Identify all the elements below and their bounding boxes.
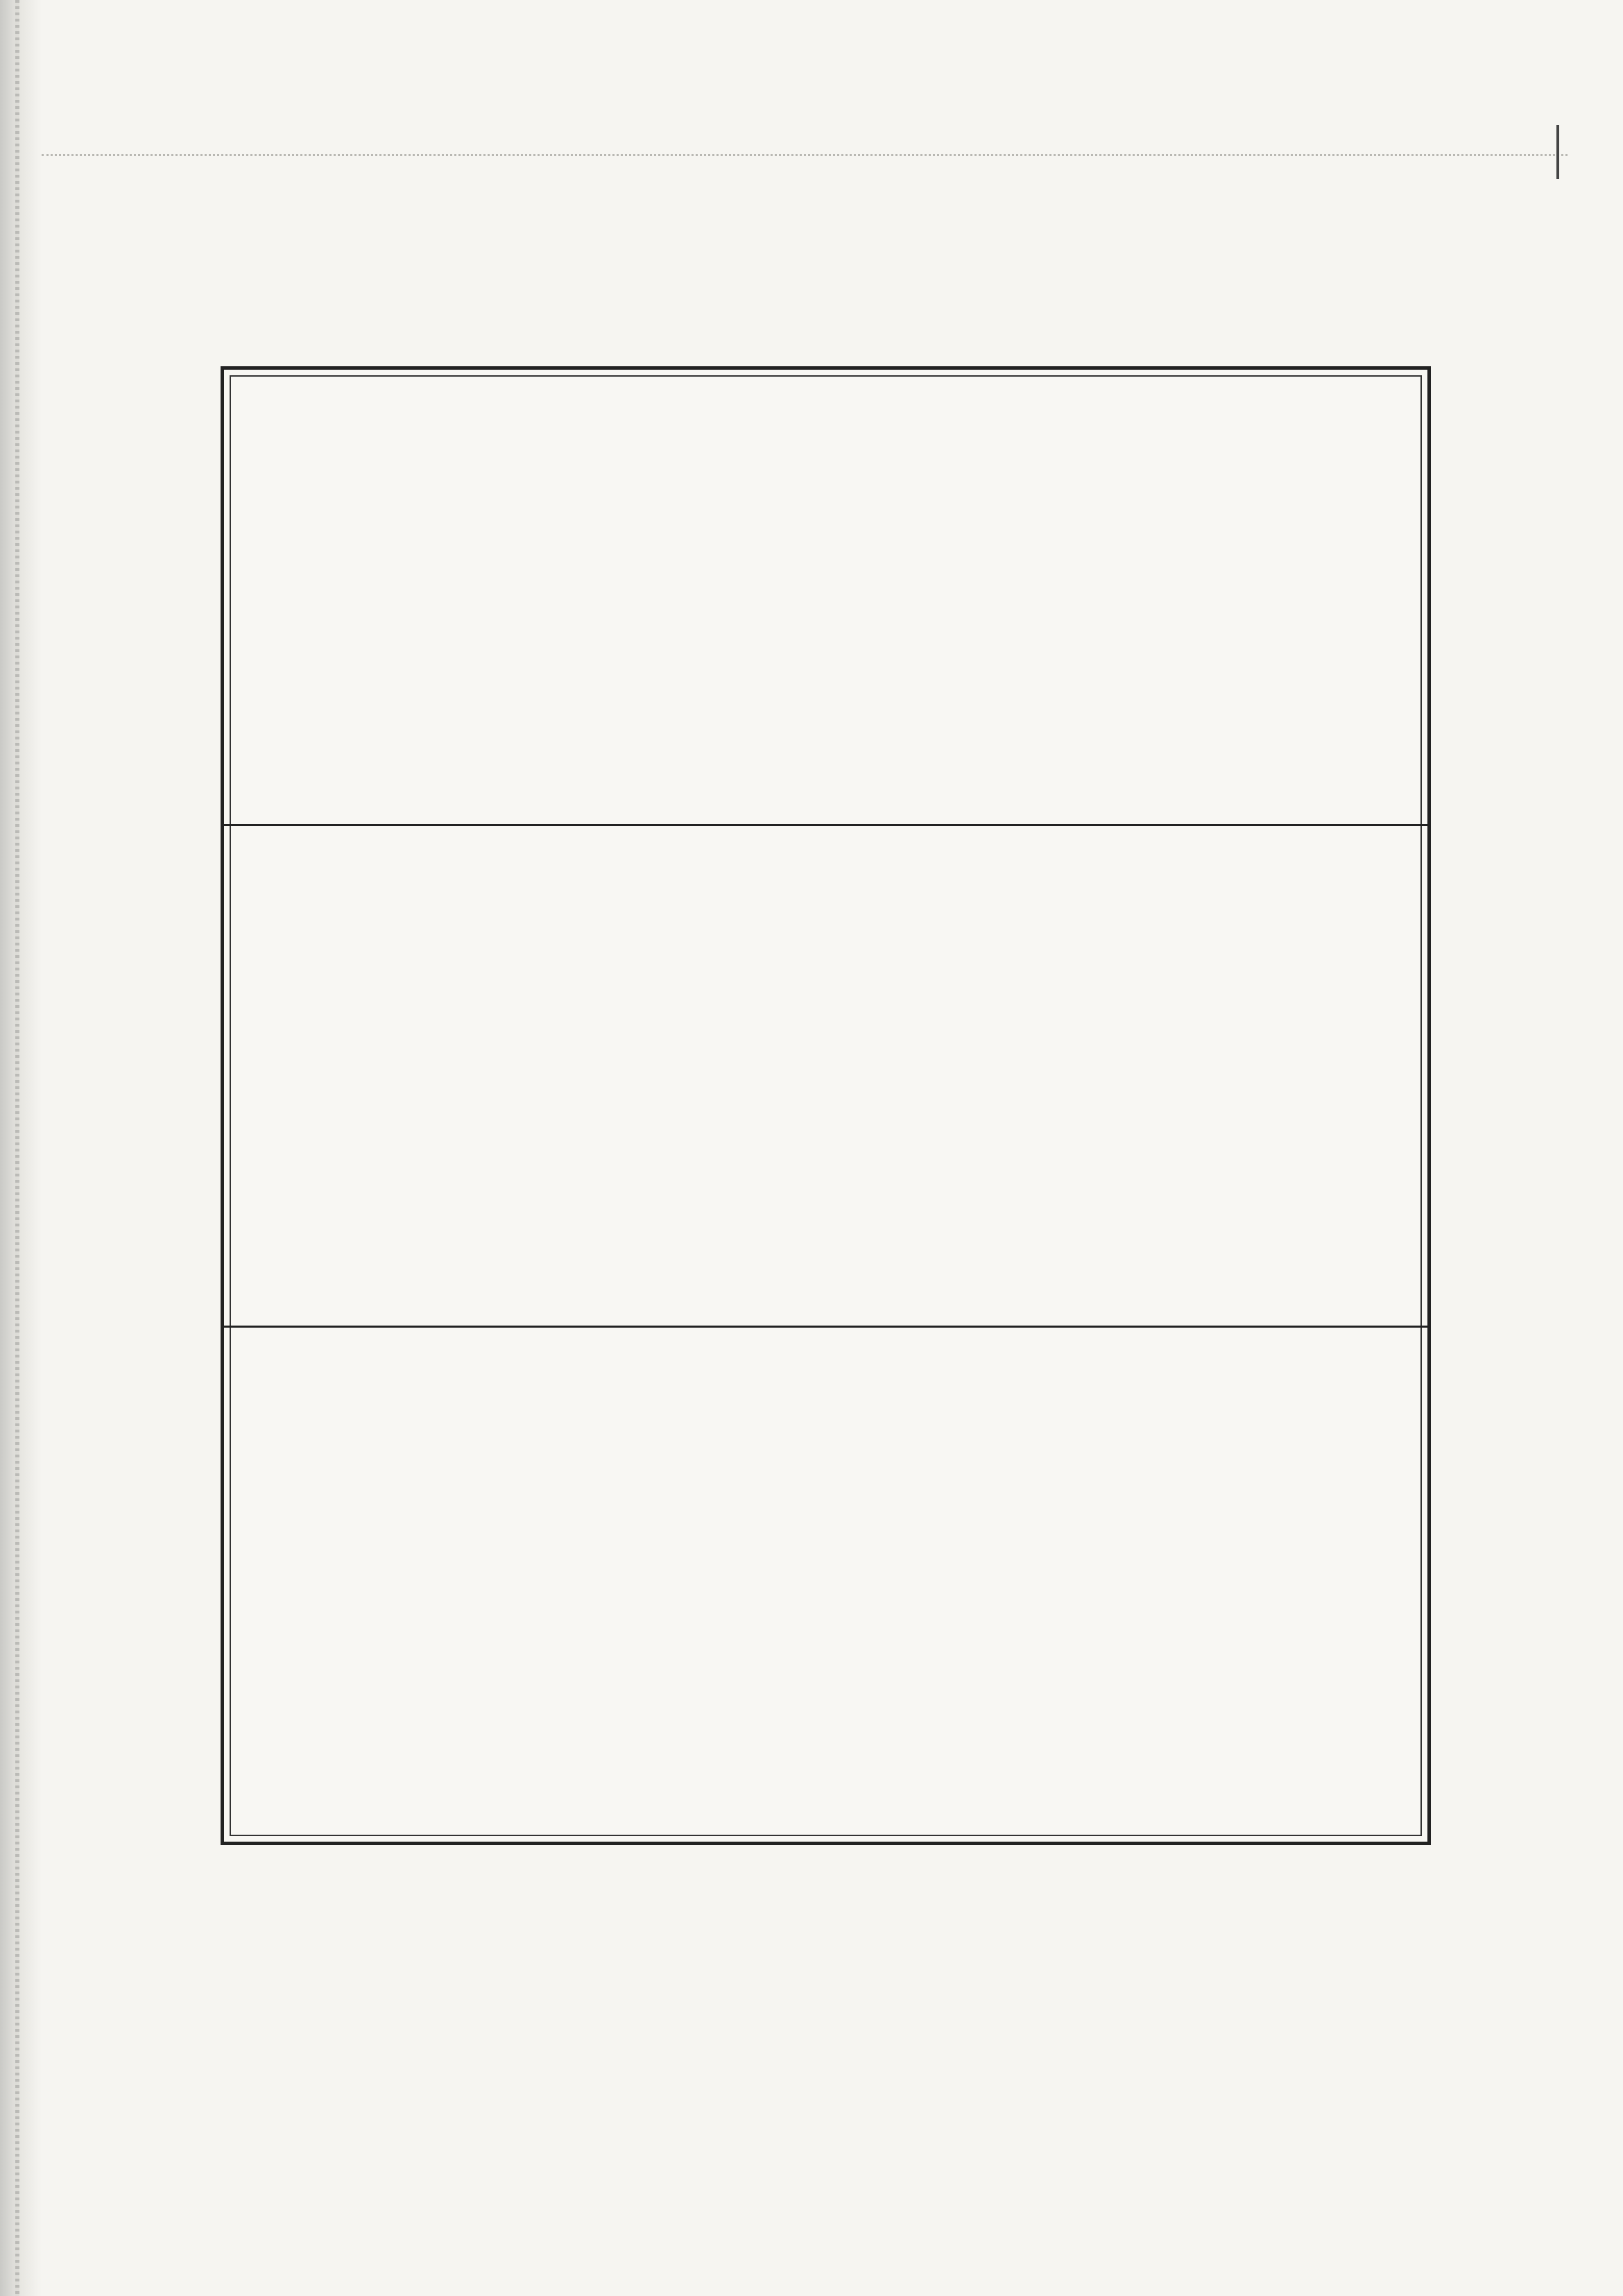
text-band-top bbox=[238, 391, 1420, 817]
scan-tick-mark bbox=[1556, 125, 1559, 179]
scan-edge bbox=[0, 0, 42, 2296]
scan-dotted-rule bbox=[42, 154, 1568, 156]
band-divider bbox=[224, 1326, 1427, 1328]
text-band-middle bbox=[238, 834, 1420, 1320]
facsimile-page bbox=[221, 366, 1431, 1845]
text-band-bottom bbox=[238, 1337, 1420, 1823]
band-divider bbox=[224, 824, 1427, 826]
